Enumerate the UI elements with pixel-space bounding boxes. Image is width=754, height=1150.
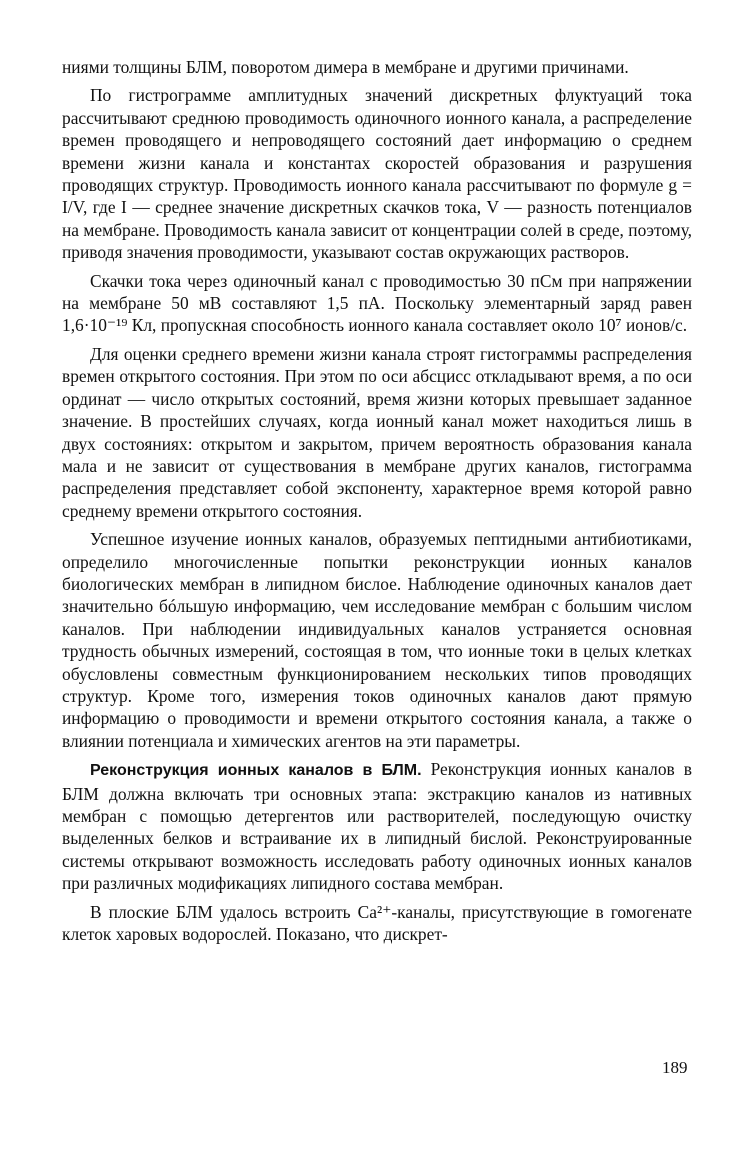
paragraph-calcium-channels: В плоские БЛМ удалось встроить Ca²⁺-каналы, присутствующие в гомогенате клеток харовых водорослей. Показано, что дискрет- [62, 901, 692, 945]
paragraph-reconstruction-attempts: Успешное изучение ионных каналов, образуемых пептидными антибиотиками, определило многочисленные попытки реконструкции ионных каналов биологических мембран в липидном бислое. Наблюдение одиночных каналов дает значительно бóльшую информацию, чем исследование мембран с большим числом каналов. При наблюдении индивидуальных каналов устраняется основная трудность обычных измерений, состоящая в том, что ионные токи в целых клетках обусловлены совместным функционированием нескольких типов проводящих структур. Кроме того, измерения токов одиночных каналов дают прямую информацию о проводимости и времени открытого состояния канала, а также о влиянии потенциала и химических агентов на эти параметры. [62, 529, 692, 751]
section-heading: Реконструкция ионных каналов в БЛМ. [90, 762, 422, 780]
page-body [62, 56, 692, 945]
page-number: 189 [662, 1058, 688, 1077]
paragraph-conductance-histogram: По гистрограмме амплитудных значений дискретных флуктуаций тока рассчитывают среднюю проводимость одиночного ионного канала, а распределение времен проводящего и непроводящего состояний дает информацию о среднем времени жизни канала и константах скоростей образования и разрушения проводящих структур. Проводимость ионного канала рассчитывают по формуле g = I/V, где I — среднее значение дискретных скачков тока, V — разность потенциалов на мембране. Проводимость канала зависит от концентрации солей в среде, поэтому, приводя значения проводимости, указывают состав окружающих растворов. [62, 85, 692, 263]
paragraph-lifetime-histogram: Для оценки среднего времени жизни канала строят гистограммы распределения времен открытого состояния. При этом по оси абсцисс откладывают время, а по оси ординат — число открытых состояний, время жизни которых превышает заданное значение. В простейших случаях, когда ионный канал может находиться лишь в двух состояниях: открытом и закрытом, причем вероятность образования канала мала и не зависит от существования в мембране других каналов, гистограмма распределения представляет собой экспоненту, характерное время которой равно среднему времени открытого состояния. [62, 343, 692, 521]
paragraph-current-jumps: Скачки тока через одиночный канал с проводимостью 30 пСм при напряжении на мембране 50 мВ составляют 1,5 пА. Поскольку элементарный заряд равен 1,6·10⁻¹⁹ Кл, пропускная способность ионного канала составляет около 10⁷ ионов/с. [62, 270, 692, 336]
paragraph-continuation: ниями толщины БЛМ, поворотом димера в мембране и другими причинами. [62, 57, 629, 77]
paragraph-reconstruction-section [62, 758, 692, 894]
section-text: Реконструкция ионных каналов в БЛМ должна включать три основных этапа: экстракцию каналов из нативных мембран с помощью детергентов или растворителей, последующую очистку выделенных белков и встраивание их в липидный бислой. Реконструированные системы открывают возможность исследовать работу одиночных ионных каналов при различных модификациях липидного состава мембран. [62, 759, 692, 894]
